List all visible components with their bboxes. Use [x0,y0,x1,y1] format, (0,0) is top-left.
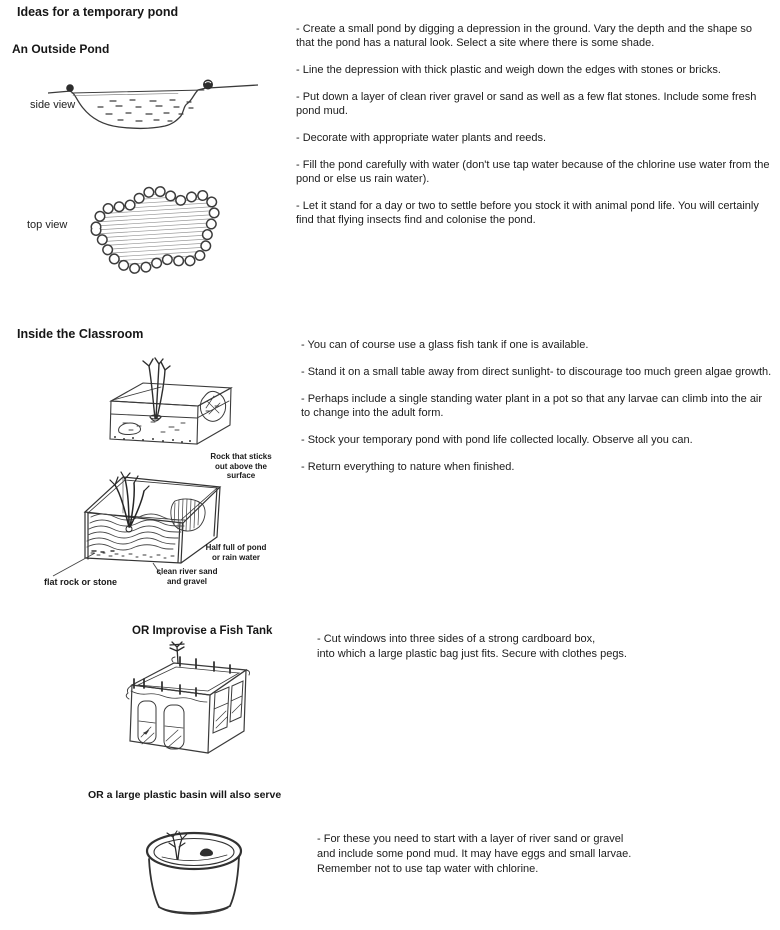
outside-pond-text-column [296,22,770,240]
page-title: Ideas for a temporary pond [17,5,179,19]
bullet-return-nature: - Return everything to nature when finished. [301,461,515,473]
gravel-layer [91,551,174,558]
cut-windows [138,681,243,749]
stone-right [203,80,213,90]
heading-improvise-tank: OR Improvise a Fish Tank [132,625,273,637]
pond-side-view-illustration [48,76,258,134]
improvise-tank-text: - Cut windows into three sides of a strong cardboard box, into which a large plastic bag just fits. Secure with clothes pegs. [317,633,627,660]
heading-outside-pond: An Outside Pond [12,42,110,56]
bullet-line-plastic: - Line the depression with thick plastic and weigh down the edges with stones or bricks. [296,64,721,76]
bullet-glass-tank: - You can of course use a glass fish tank if one is available. [301,339,589,351]
label-river-sand: clean river sand and gravel [156,567,218,586]
stone-left [66,84,74,92]
open-tank-illustration [45,463,235,583]
label-rock-above-surface: Rock that sticks out above the surface [210,452,272,480]
classroom-text-column [301,338,773,487]
bullet-fill-water: - Fill the pond carefully with water (don't use tap water because of the chlorine use water from the pond or else us rain water). [296,159,770,185]
bullet-let-stand: - Let it stand for a day or two to settle before you stock it with animal pond life. You will certainly find that flying insects find and colonise the pond. [296,200,759,226]
bullet-gravel-layer: - Put down a layer of clean river gravel or sand as well as a few flat stones. Include some fresh pond mud. [296,91,757,117]
bullet-create-pond: - Create a small pond by digging a depression in the ground. Vary the depth and the shape so that the pond has a natural look. Select a site where there is some shade. [296,23,752,49]
heading-classroom: Inside the Classroom [17,327,144,341]
tank-rock [119,391,226,434]
heading-plastic-basin: OR a large plastic basin will also serve [88,789,282,801]
bullet-decorate: - Decorate with appropriate water plants and reeds. [296,132,547,144]
bullet-small-table: - Stand it on a small table away from direct sunlight- to discourage too much green algae growth. [301,366,772,378]
water-plant [110,472,149,532]
label-leader-lines [53,553,161,576]
label-half-full: Half full of pond or rain water [205,543,267,562]
side-view-caption: side view [30,99,76,111]
plastic-basin-illustration [142,827,247,919]
water-dashes [123,406,219,432]
bullet-stock-pond: - Stock your temporary pond with pond life collected locally. Observe all you can. [301,434,693,446]
water-plant [143,358,170,421]
pond-top-view-illustration [80,183,225,281]
stone-ring [96,191,214,268]
top-view-caption: top view [27,219,68,231]
label-flat-rock: flat rock or stone [44,577,118,587]
cardboard-box-illustration [118,641,260,759]
basin-rock [200,849,213,857]
basin-text: - For these you need to start with a layer of river sand or gravel and include some pond mud. It may have eggs and small larvae. Remember not to use tap water with chlorine. [317,833,632,875]
glass-tank-illustration [103,356,238,454]
water-ripples [87,514,185,550]
bullet-standing-plant: - Perhaps include a single standing water plant in a pot so that any larvae can climb into the air to change into the adult form. [301,393,763,419]
